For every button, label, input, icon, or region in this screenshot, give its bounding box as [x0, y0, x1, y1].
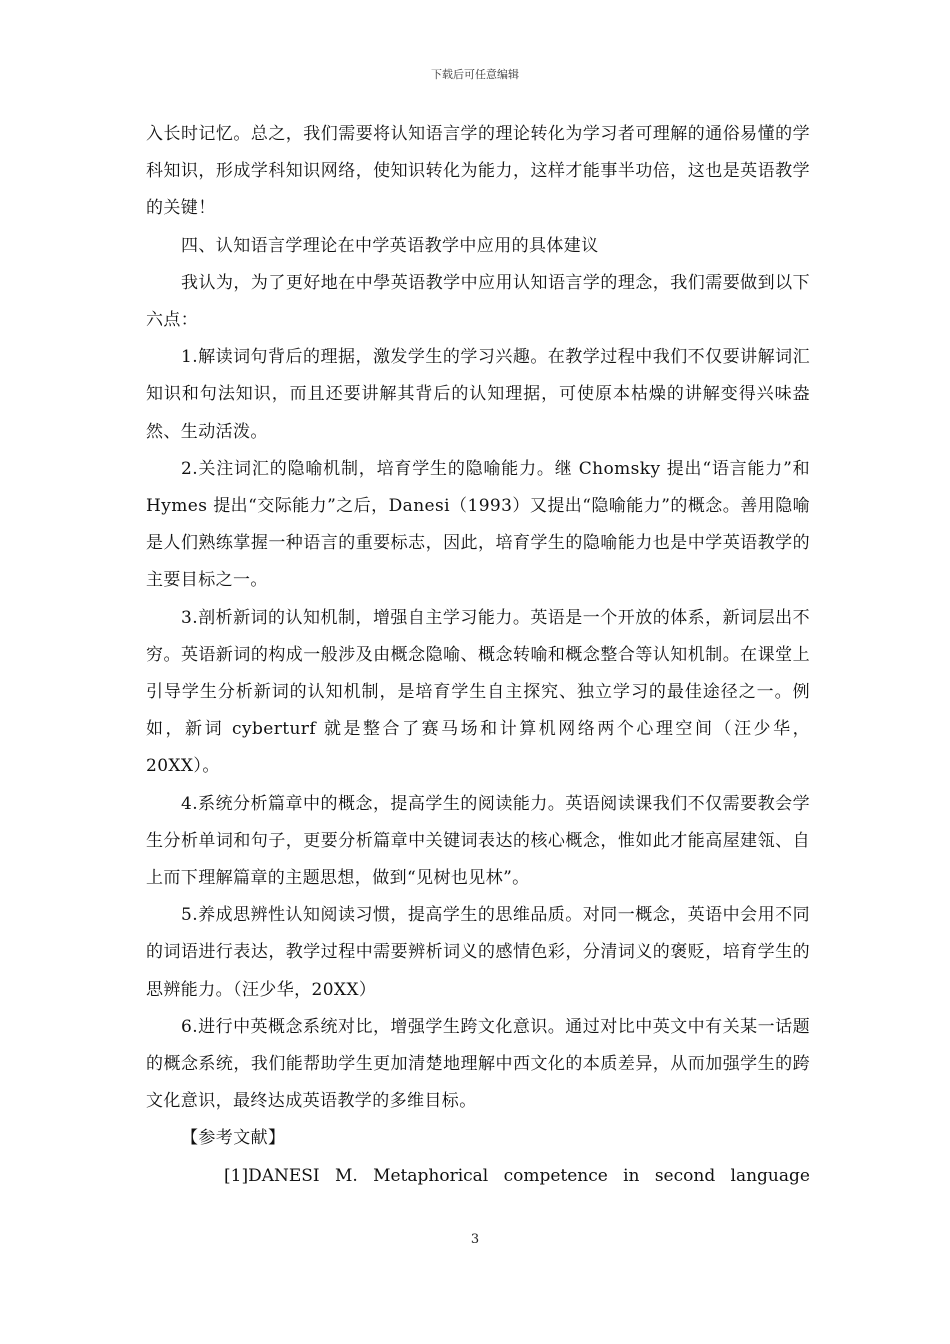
reference-entry-1: [146, 1158, 810, 1195]
paragraph-intro: 我认为，为了更好地在中學英语教学中应用认知语言学的理念，我们需要做到以下六点：: [146, 272, 810, 331]
reference-word: Metaphorical: [373, 1165, 489, 1186]
reference-word: [1]DANESI: [224, 1165, 320, 1186]
page-number: 3: [470, 1232, 480, 1247]
reference-word: second: [654, 1165, 716, 1186]
section-heading: 四、认知语言学理论在中学英语教学中应用的具体建议: [181, 235, 599, 256]
paragraph-continuation: 入长时记忆。总之，我们需要将认知语言学的理论转化为学习者可理解的通俗易懂的学科知识，形成学科知识网络，使知识转化为能力，这样才能事半功倍，这也是英语教学的关键！: [146, 124, 810, 219]
references-heading: 【参考文献】: [181, 1128, 286, 1149]
paragraph-point-3: 3.剖析新词的认知机制，增强自主学习能力。英语是一个开放的体系，新词层出不穷。英语新词的构成一般涉及由概念隐喻、概念转喻和概念整合等认知机制。在课堂上引导学生分析新词的认知机制，是培育学生自主探究、独立学习的最佳途径之一。例如，新词 cyberturf 就是整合了赛马场和计算机网络两个心理空间（汪少华，20XX）。: [146, 607, 810, 777]
page-header: 下载后可任意编辑: [431, 68, 519, 81]
paragraph-point-6: 6.进行中英概念系统对比，增强学生跨文化意识。通过对比中英文中有关某一话题的概念系统，我们能帮助学生更加清楚地理解中西文化的本质差异，从而加强学生的跨文化意识，最终达成英语教学的多维目标。: [146, 1016, 810, 1112]
paragraph-point-4: 4.系统分析篇章中的概念，提高学生的阅读能力。英语阅读课我们不仅需要教会学生分析单词和句子，更要分析篇章中关键词表达的核心概念，惟如此才能高屋建瓴、自上而下理解篇章的主题思想，做到“见树也见林”。: [146, 793, 810, 889]
reference-word: in: [623, 1165, 640, 1186]
paragraph-point-5: 5.养成思辨性认知阅读习惯，提高学生的思维品质。对同一概念，英语中会用不同的词语进行表达，教学过程中需要辨析词义的感情色彩，分清词义的褒贬，培育学生的思辨能力。（汪少华，20XX）: [146, 905, 810, 1000]
reference-word: M.: [334, 1165, 358, 1186]
document-body: [146, 116, 810, 1195]
reference-word: language: [730, 1165, 810, 1186]
reference-word: competence: [503, 1165, 608, 1186]
paragraph-point-1: 1.解读词句背后的理据，激发学生的学习兴趣。在教学过程中我们不仅要讲解词汇知识和句法知识，而且还要讲解其背后的认知理据，可使原本枯燥的讲解变得兴味盎然、生动活泼。: [146, 347, 810, 442]
paragraph-point-2: 2.关注词汇的隐喻机制，培育学生的隐喻能力。继 Chomsky 提出“语言能力”和 Hymes 提出“交际能力”之后，Danesi（1993）又提出“隐喻能力”的概念。善用隐喻是人们熟练掌握一种语言的重要标志，因此，培育学生的隐喻能力也是中学英语教学的主要目标之一。: [146, 458, 810, 591]
